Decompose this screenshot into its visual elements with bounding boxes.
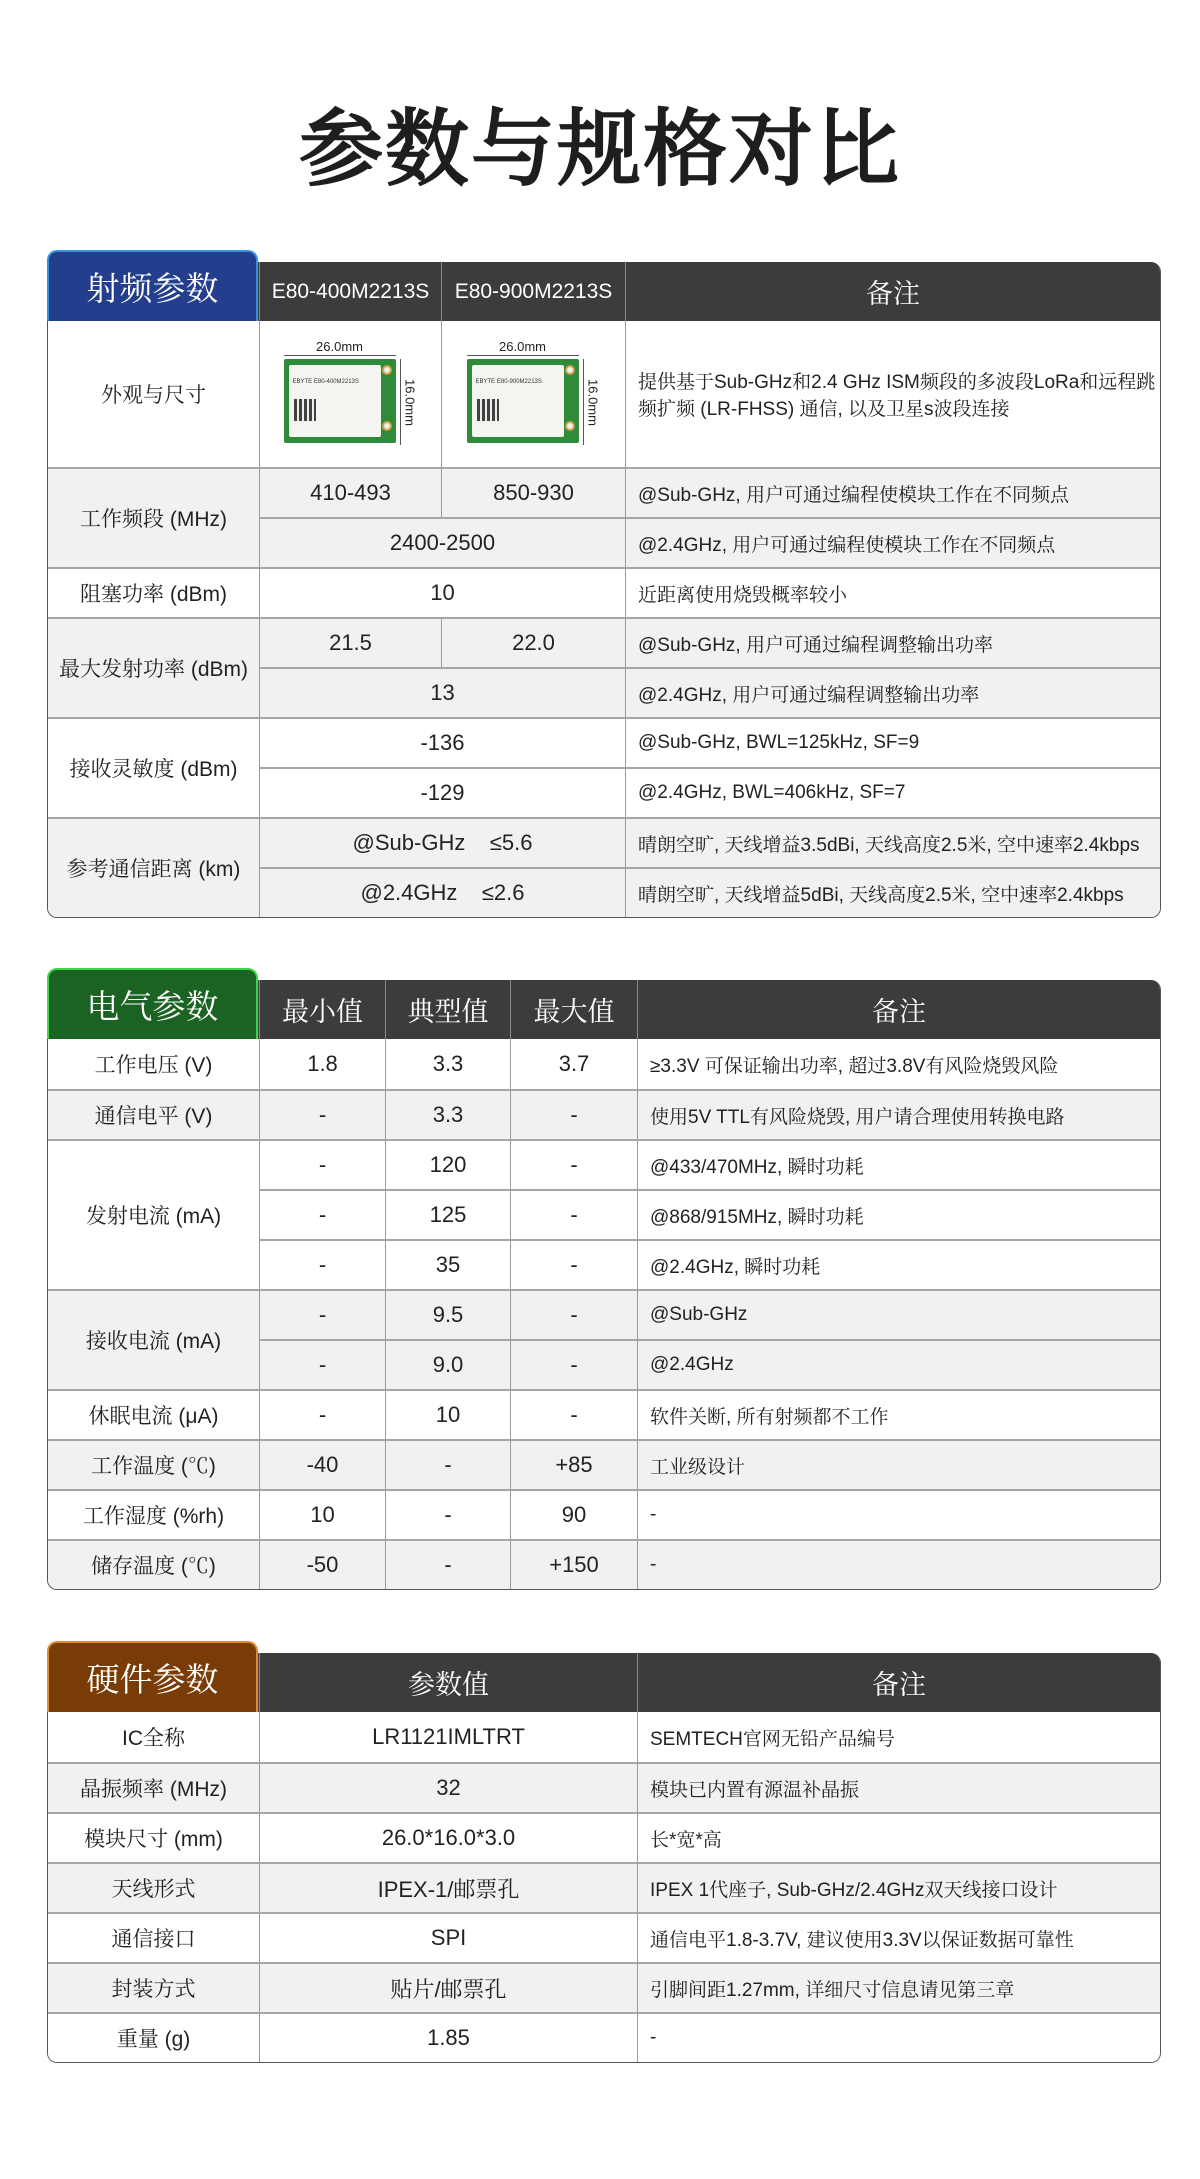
column-header: E80-400M2213S	[259, 262, 441, 321]
module-model-text	[476, 379, 542, 385]
table-row	[48, 817, 1160, 867]
note-cell: 长*宽*高	[637, 1812, 1160, 1862]
table-row	[48, 1089, 1160, 1139]
table-row	[48, 1812, 1160, 1862]
note-cell: 使用5V TTL有风险烧毁, 用户请合理使用转换电路	[637, 1089, 1160, 1139]
value-cell: 21.5	[259, 617, 441, 667]
section-tab: 硬件参数	[47, 1641, 258, 1712]
value-cell: 410-493	[259, 467, 441, 517]
table-row	[48, 1862, 1160, 1912]
antenna-connector-icon	[565, 365, 575, 375]
column-header: 备注	[637, 980, 1160, 1039]
value-cell: -	[385, 1489, 510, 1539]
section-tab: 射频参数	[47, 250, 258, 321]
value-cell: -	[510, 1389, 637, 1439]
value-cell: -	[385, 1539, 510, 1589]
value-cell: -	[259, 1289, 385, 1339]
value-cell: LR1121IMLTRT	[259, 1712, 637, 1762]
note-cell: @868/915MHz, 瞬时功耗	[637, 1189, 1160, 1239]
row-label: 接收灵敏度 (dBm)	[48, 717, 259, 817]
value-cell: 35	[385, 1239, 510, 1289]
module-label	[289, 365, 381, 437]
column-header: 典型值	[385, 980, 510, 1039]
value-cell: -	[259, 1239, 385, 1289]
note-cell: 近距离使用烧毁概率较小	[625, 567, 1160, 617]
note-cell: @2.4GHz, 用户可通过编程调整输出功率	[625, 667, 1160, 717]
table-row	[48, 1762, 1160, 1812]
section-tab: 电气参数	[47, 968, 258, 1039]
row-label: 天线形式	[48, 1862, 259, 1912]
note-cell: 晴朗空旷, 天线增益5dBi, 天线高度2.5米, 空中速率2.4kbps	[625, 867, 1160, 917]
note-cell: 通信电平1.8-3.7V, 建议使用3.3V以保证数据可靠性	[637, 1912, 1160, 1962]
value-cell: +85	[510, 1439, 637, 1489]
value-cell: 3.3	[385, 1039, 510, 1089]
note-cell: 引脚间距1.27mm, 详细尺寸信息请见第三章	[637, 1962, 1160, 2012]
params-table	[47, 980, 1161, 1590]
row-label: 外观与尺寸	[48, 321, 259, 467]
value-cell: 3.3	[385, 1089, 510, 1139]
note-cell: @Sub-GHz, BWL=125kHz, SF=9	[625, 717, 1160, 767]
table-row	[48, 1539, 1160, 1589]
value-cell: 10	[385, 1389, 510, 1439]
value-cell: -129	[259, 767, 625, 817]
page-title: 参数与规格对比	[298, 102, 901, 196]
module-brand: EBYTE	[292, 379, 313, 385]
width-dimension: 26.0mm	[284, 339, 396, 356]
value-cell: IPEX-1/邮票孔	[259, 1862, 637, 1912]
value-cell: -	[510, 1089, 637, 1139]
module-image-cell	[441, 321, 625, 467]
qr-code-icon	[477, 399, 499, 421]
value-cell: 26.0*16.0*3.0	[259, 1812, 637, 1862]
value-cell: 90	[510, 1489, 637, 1539]
note-cell: ≥3.3V 可保证输出功率, 超过3.8V有风险烧毁风险	[637, 1039, 1160, 1089]
row-label: 模块尺寸 (mm)	[48, 1812, 259, 1862]
value-cell: 120	[385, 1139, 510, 1189]
row-label: 发射电流 (mA)	[48, 1139, 259, 1289]
note-cell: @Sub-GHz, 用户可通过编程使模块工作在不同频点	[625, 467, 1160, 517]
value-cell: -	[510, 1339, 637, 1389]
height-dimension: 16.0mm	[400, 359, 418, 445]
value-cell: +150	[510, 1539, 637, 1589]
table-row	[48, 1912, 1160, 1962]
note-cell: @433/470MHz, 瞬时功耗	[637, 1139, 1160, 1189]
column-header: 参数值	[259, 1653, 637, 1712]
module-drawing	[459, 339, 609, 449]
value-cell: SPI	[259, 1912, 637, 1962]
note-cell: 工业级设计	[637, 1439, 1160, 1489]
antenna-connector-icon	[382, 421, 392, 431]
row-label: 最大发射功率 (dBm)	[48, 617, 259, 717]
column-header: E80-900M2213S	[441, 262, 625, 321]
row-label: 参考通信距离 (km)	[48, 817, 259, 917]
value-cell: 125	[385, 1189, 510, 1239]
value-cell: 2400-2500	[259, 517, 625, 567]
table-row	[48, 321, 1160, 467]
note-cell: -	[637, 1539, 1160, 1589]
value-cell: 10	[259, 1489, 385, 1539]
value-cell: -	[259, 1139, 385, 1189]
note-cell: SEMTECH官网无铅产品编号	[637, 1712, 1160, 1762]
table-row	[48, 2012, 1160, 2062]
hardware-params-table	[47, 1653, 1159, 2063]
value-cell: -50	[259, 1539, 385, 1589]
value-cell: 32	[259, 1762, 637, 1812]
module-model: E80-900M2213S	[496, 379, 542, 385]
height-dimension: 16.0mm	[583, 359, 601, 445]
note-cell: @Sub-GHz, 用户可通过编程调整输出功率	[625, 617, 1160, 667]
note-cell: 软件关断, 所有射频都不工作	[637, 1389, 1160, 1439]
value-cell: 贴片/邮票孔	[259, 1962, 637, 2012]
value-cell: 9.0	[385, 1339, 510, 1389]
value-cell: -	[259, 1189, 385, 1239]
note-cell: 晴朗空旷, 天线增益3.5dBi, 天线高度2.5米, 空中速率2.4kbps	[625, 817, 1160, 867]
value-cell: 1.85	[259, 2012, 637, 2062]
row-label: 阻塞功率 (dBm)	[48, 567, 259, 617]
row-label: 晶振频率 (MHz)	[48, 1762, 259, 1812]
antenna-connector-icon	[565, 421, 575, 431]
note-cell: IPEX 1代座子, Sub-GHz/2.4GHz双天线接口设计	[637, 1862, 1160, 1912]
value-cell: 3.7	[510, 1039, 637, 1089]
row-label: 工作频段 (MHz)	[48, 467, 259, 567]
value-cell: -	[259, 1389, 385, 1439]
row-label: 工作电压 (V)	[48, 1039, 259, 1089]
row-label: 通信电平 (V)	[48, 1089, 259, 1139]
module-drawing	[276, 339, 426, 449]
note-cell: @2.4GHz, 瞬时功耗	[637, 1239, 1160, 1289]
table-row	[48, 617, 1160, 667]
value-cell: 10	[259, 567, 625, 617]
value-cell: @Sub-GHz ≤5.6	[259, 817, 625, 867]
table-row	[48, 1439, 1160, 1489]
table-row	[48, 1962, 1160, 2012]
note-cell: @Sub-GHz	[637, 1289, 1160, 1339]
note-cell: 提供基于Sub-GHz和2.4 GHz ISM频段的多波段LoRa和远程跳频扩频 (LR-FHSS) 通信, 以及卫星s波段连接	[625, 321, 1160, 467]
value-cell: -	[510, 1189, 637, 1239]
table-row	[48, 1389, 1160, 1439]
value-cell: -	[510, 1139, 637, 1189]
value-cell: -	[259, 1339, 385, 1389]
module-pcb	[284, 359, 396, 443]
module-pcb	[467, 359, 579, 443]
row-label: 重量 (g)	[48, 2012, 259, 2062]
row-label: 通信接口	[48, 1912, 259, 1962]
value-cell: -	[259, 1089, 385, 1139]
value-cell: @2.4GHz ≤2.6	[259, 867, 625, 917]
value-cell: -	[510, 1289, 637, 1339]
value-cell: -40	[259, 1439, 385, 1489]
table-row	[48, 1489, 1160, 1539]
row-label: 储存温度 (℃)	[48, 1539, 259, 1589]
note-cell: -	[637, 1489, 1160, 1539]
electrical-params-table	[47, 980, 1159, 1590]
qr-code-icon	[294, 399, 316, 421]
value-cell: 22.0	[441, 617, 625, 667]
row-label: IC全称	[48, 1712, 259, 1762]
row-label: 工作温度 (℃)	[48, 1439, 259, 1489]
note-cell: @2.4GHz	[637, 1339, 1160, 1389]
row-label: 休眠电流 (μA)	[48, 1389, 259, 1439]
value-cell: -136	[259, 717, 625, 767]
rf-params-table	[47, 262, 1159, 918]
note-cell: -	[637, 2012, 1160, 2062]
table-row	[48, 467, 1160, 517]
note-cell: 模块已内置有源温补晶振	[637, 1762, 1160, 1812]
module-model-text	[293, 379, 359, 385]
module-image-cell	[259, 321, 441, 467]
value-cell: -	[385, 1439, 510, 1489]
table-row	[48, 1289, 1160, 1339]
module-model: E80-400M2213S	[313, 379, 359, 385]
row-label: 工作湿度 (%rh)	[48, 1489, 259, 1539]
row-label: 接收电流 (mA)	[48, 1289, 259, 1389]
width-dimension: 26.0mm	[467, 339, 579, 356]
column-header: 备注	[637, 1653, 1160, 1712]
params-table	[47, 1653, 1161, 2063]
value-cell: -	[510, 1239, 637, 1289]
table-row	[48, 1139, 1160, 1189]
module-brand: EBYTE	[475, 379, 496, 385]
column-header: 最大值	[510, 980, 637, 1039]
table-row	[48, 1712, 1160, 1762]
note-cell: @2.4GHz, 用户可通过编程使模块工作在不同频点	[625, 517, 1160, 567]
note-cell: @2.4GHz, BWL=406kHz, SF=7	[625, 767, 1160, 817]
value-cell: 1.8	[259, 1039, 385, 1089]
value-cell: 9.5	[385, 1289, 510, 1339]
module-label	[472, 365, 564, 437]
column-header: 最小值	[259, 980, 385, 1039]
column-header: 备注	[625, 262, 1160, 321]
table-row	[48, 567, 1160, 617]
row-label: 封装方式	[48, 1962, 259, 2012]
value-cell: 13	[259, 667, 625, 717]
antenna-connector-icon	[382, 365, 392, 375]
table-row	[48, 1039, 1160, 1089]
params-table	[47, 262, 1161, 918]
value-cell: 850-930	[441, 467, 625, 517]
table-row	[48, 717, 1160, 767]
